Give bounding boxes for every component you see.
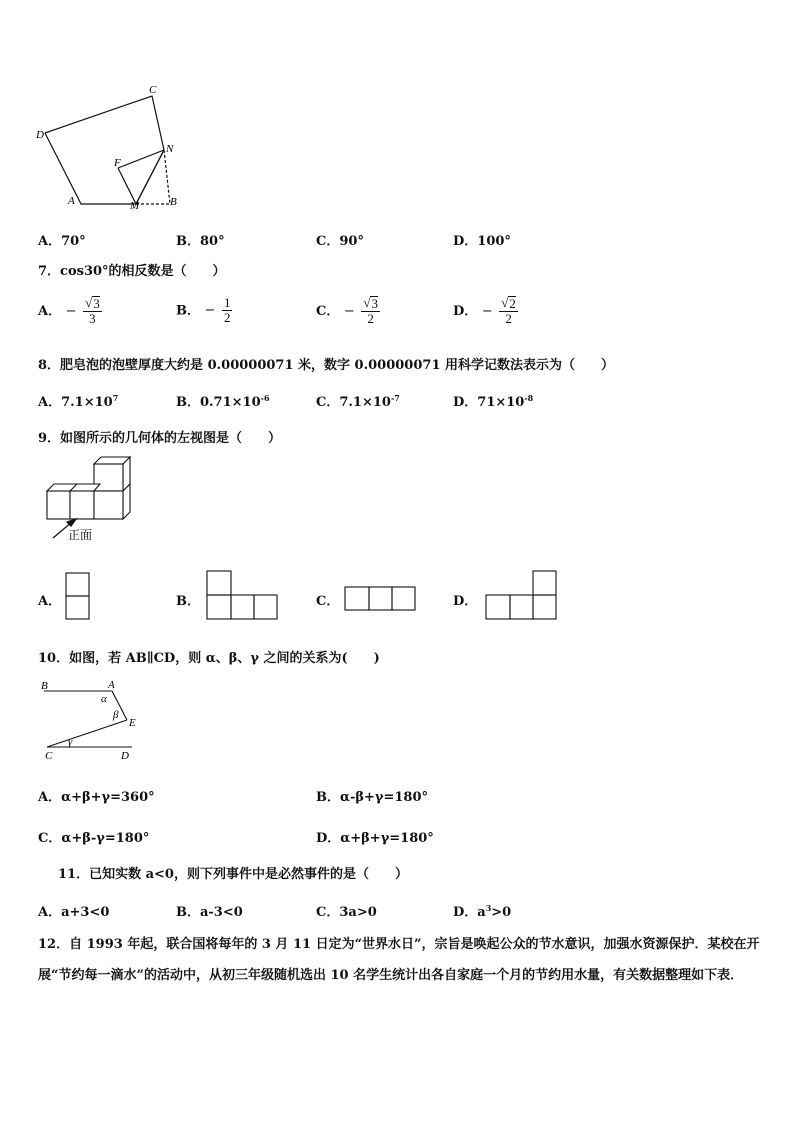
q7-a-den: 3 (89, 311, 96, 327)
q10-label-alpha: α (101, 693, 107, 705)
q11-d-base: D．a (453, 905, 486, 920)
q10-option-c[interactable]: C．α+β-γ=180° (38, 831, 150, 846)
q6-label-N: N (166, 143, 174, 155)
q6-option-c[interactable]: C．90° (316, 234, 364, 249)
q7-option-c-fraction: √ 3 2 (363, 295, 378, 327)
q6-option-d[interactable]: D．100° (453, 234, 511, 249)
q7-option-a-fraction: √ 3 3 (85, 295, 100, 327)
q6-option-a[interactable]: A．70° (38, 234, 86, 249)
q11-option-b[interactable]: B．a-3<0 (176, 905, 243, 920)
q10-option-a[interactable]: A．α+β+γ=360° (38, 790, 155, 805)
q10-label-D: D (121, 750, 129, 762)
q7-option-b-fraction (222, 296, 233, 326)
q9-stem: 9．如图所示的几何体的左视图是（ ） (38, 431, 282, 446)
q10-label-B: B (41, 680, 48, 692)
q6-quadrilateral-figure (30, 78, 190, 212)
q7-option-d-label: D． (453, 303, 478, 319)
q7-option-a[interactable]: A． − √ 3 3 (38, 295, 100, 327)
q10-label-beta: β (113, 709, 119, 721)
q7-option-c[interactable]: C． − √ 3 2 (316, 295, 378, 327)
q8-c-exp: -7 (390, 393, 400, 403)
q8-a-exp: 7 (112, 393, 119, 403)
q7-c-num: 3 (371, 296, 378, 311)
q10-parallel-lines-figure (36, 676, 146, 766)
q8-b-base: B．0.71×10 (176, 395, 261, 410)
q11-d-tail: >0 (491, 905, 512, 920)
q11-d-exp: 3 (485, 903, 492, 913)
q8-c-base: C．7.1×10 (316, 395, 391, 410)
q9-front-label: 正面 (68, 528, 93, 542)
q10-label-gamma: γ (68, 736, 73, 748)
q9-option-a-label[interactable]: A． (38, 594, 62, 609)
q8-option-c[interactable] (316, 391, 400, 410)
q7-d-den: 2 (505, 311, 512, 327)
q9-option-c-label[interactable]: C． (316, 594, 340, 609)
q7-option-b[interactable]: B． − $\frac{1}{2}$ (176, 295, 231, 326)
q7-option-c-label: C． (316, 303, 340, 319)
q10-label-A: A (108, 679, 115, 691)
q8-option-b[interactable] (176, 391, 270, 410)
q11-option-a[interactable]: A．a+3<0 (38, 905, 110, 920)
q11-option-d[interactable] (453, 901, 511, 920)
q11-option-c[interactable]: C．3a>0 (316, 905, 377, 920)
q10-stem: 10．如图，若 AB∥CD，则 α、β、γ 之间的关系为( ) (38, 651, 380, 666)
q9-option-d-label[interactable]: D． (453, 594, 478, 609)
q7-option-b-label: B． (176, 303, 200, 319)
q9-option-d-view[interactable] (485, 570, 559, 620)
q9-option-a-view[interactable] (65, 572, 91, 620)
q8-stem: 8．肥皂泡的泡壁厚度大约是 0.00000071 米，数字 0.00000071 用科学记数法表示为（ ） (38, 358, 615, 373)
q7-option-d-fraction: √ 2 2 (501, 295, 516, 327)
q12-paragraph: 12．自 1993 年起，联合国将每年的 3 月 11 日定为“世界水日”，宗旨是唤起公众的节水意识，加强水资源保护．某校在开展“节约每一滴水”的活动中，从初三年级随机选出 10 名学生统计出各自家庭一个月的节约用水量，有关数据整理如下表． (38, 937, 760, 983)
q10-option-b[interactable]: B．α-β+γ=180° (316, 790, 429, 805)
q7-d-num: 2 (509, 296, 516, 311)
q8-option-a[interactable] (38, 391, 118, 410)
q8-d-exp: -8 (524, 393, 534, 403)
q9-option-b-label[interactable]: B． (176, 594, 200, 609)
q6-label-C: C (149, 84, 157, 96)
q7-b-num: 1 (223, 295, 231, 310)
q10-option-d[interactable]: D．α+β+γ=180° (316, 831, 434, 846)
q11-stem: 11．已知实数 a<0，则下列事件中是必然事件的是（ ） (58, 867, 408, 882)
q9-option-c-view[interactable] (344, 586, 418, 612)
q9-cube-solid-figure (40, 454, 140, 546)
q8-a-base: A．7.1×10 (38, 395, 113, 410)
q7-c-den: 2 (367, 311, 374, 327)
q7-option-d[interactable]: D． − √ 2 2 (453, 295, 516, 327)
q8-d-base: D．71×10 (453, 395, 525, 410)
q6-option-b[interactable]: B．80° (176, 234, 225, 249)
q10-label-E: E (129, 717, 136, 729)
q7-b-den: 2 (223, 310, 231, 326)
q8-b-exp: -6 (260, 393, 270, 403)
q6-label-A: A (68, 195, 75, 207)
q9-option-b-view[interactable] (206, 570, 280, 620)
q7-stem: 7．cos30°的相反数是（ ） (38, 264, 226, 279)
q7-a-num: 3 (93, 296, 100, 311)
q10-label-C: C (45, 750, 53, 762)
q7-option-a-label: A． (38, 303, 62, 319)
q6-label-B: B (170, 196, 177, 208)
q6-label-M: M (130, 200, 140, 212)
q6-label-F: F (114, 157, 121, 169)
q6-label-D: D (36, 129, 44, 141)
q8-option-d[interactable] (453, 391, 533, 410)
